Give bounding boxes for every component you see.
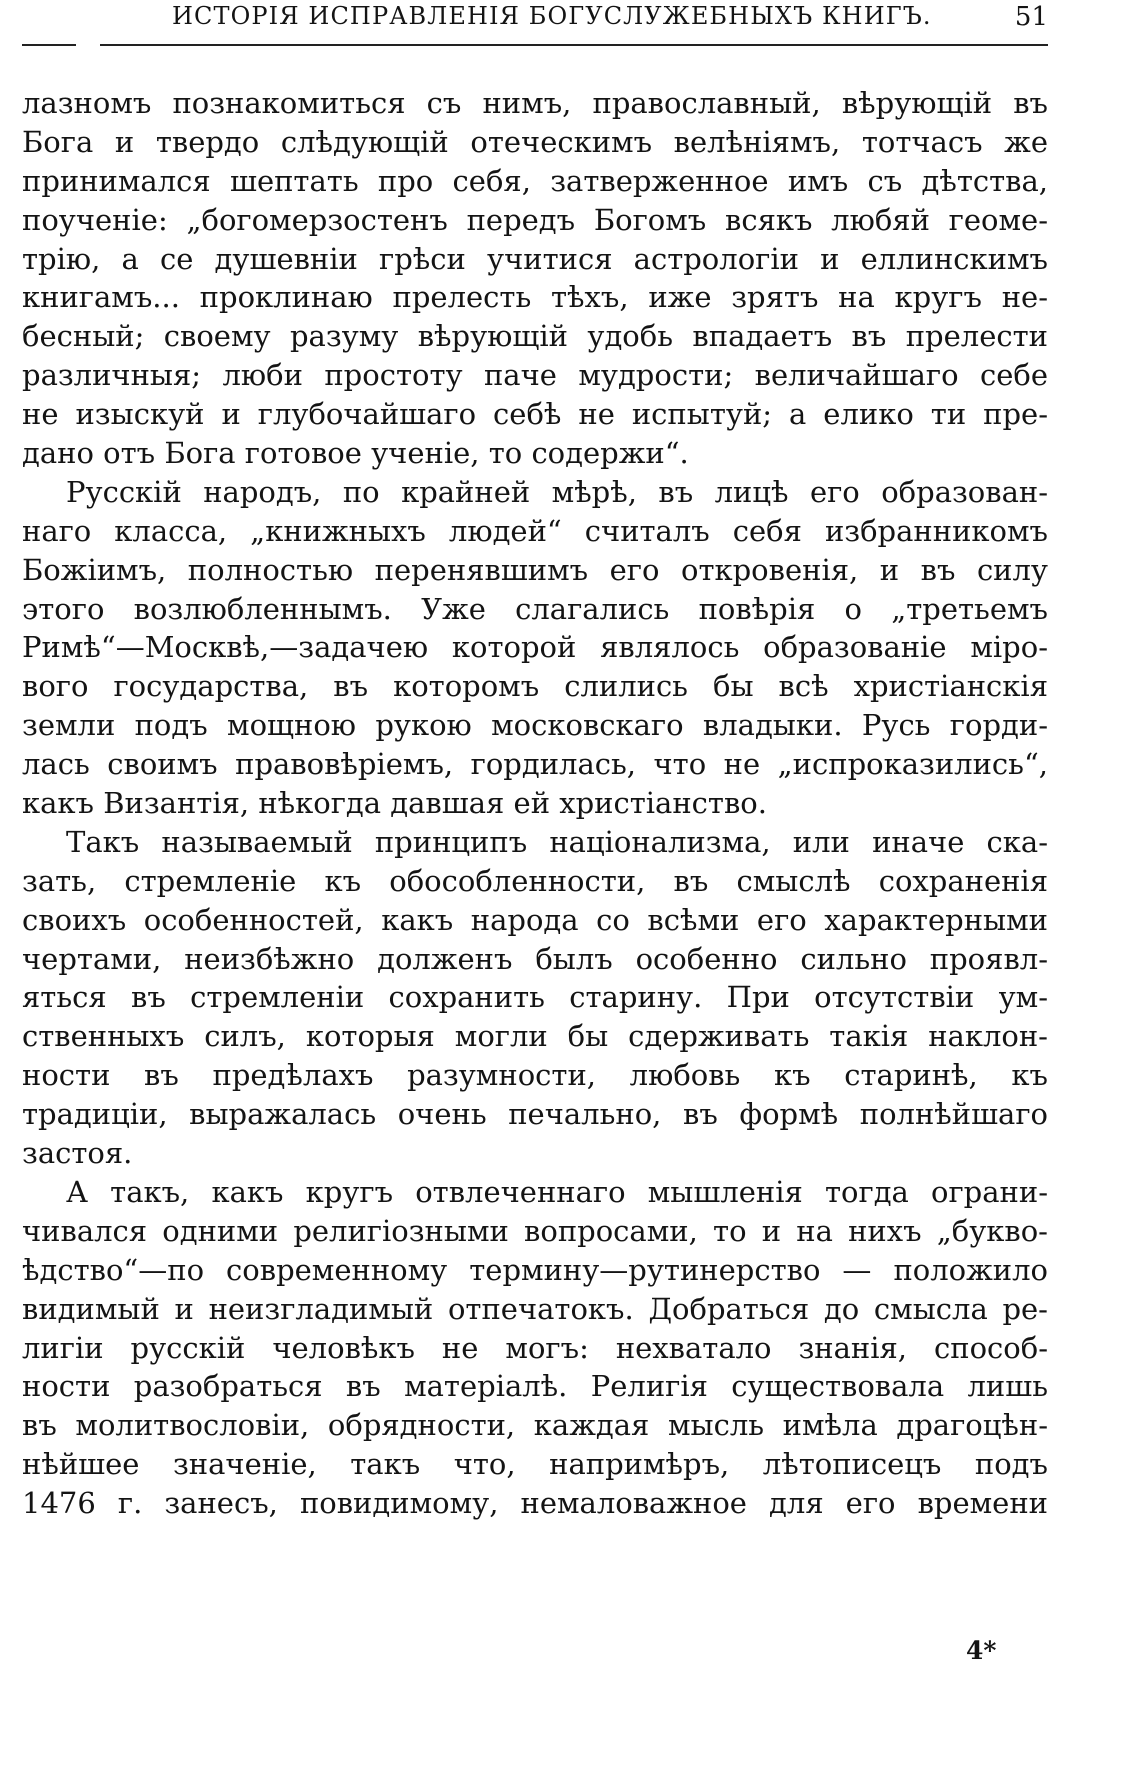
text-line: ности разобраться въ матеріалѣ. Религія существовала лишь — [22, 1369, 1048, 1404]
signature-mark: 4* — [966, 1636, 997, 1665]
text-line: ѣдство“—по современному термину—рутинерство — положило — [22, 1252, 1048, 1287]
text-line: трію, а се душевніи грѣси учитися астрологіи и еллинскимъ — [22, 241, 1048, 276]
text-line: Римѣ“—Москвѣ,—задачею которой являлось образованіе міро- — [22, 630, 1048, 665]
text-line: своихъ особенностей, какъ народа со всѣми его характерными — [22, 902, 1048, 937]
paragraph — [22, 1173, 1048, 1523]
text-line: чивался одними религіозными вопросами, то и на нихъ „букво- — [22, 1213, 1048, 1248]
text-line: яться въ стремленіи сохранить старину. При отсутствіи ум- — [22, 980, 1048, 1015]
book-page — [22, 0, 1048, 1777]
text-line: нѣйшее значеніе, такъ что, напримѣръ, лѣтописецъ подъ — [22, 1447, 1048, 1482]
page-number: 51 — [1014, 2, 1048, 32]
text-line: видимый и неизгладимый отпечатокъ. Добраться до смысла ре- — [22, 1291, 1048, 1326]
paragraph — [22, 84, 1048, 473]
header-rule-segment — [100, 44, 1048, 46]
text-line: различныя; люби простоту паче мудрости; величайшаго себе — [22, 358, 1048, 393]
text-line: лась своимъ правовѣріемъ, гордилась, что не „испроказились“, — [22, 747, 1048, 782]
text-line: Божіимъ, полностью перенявшимъ его откровенія, и въ силу — [22, 552, 1048, 587]
text-line: въ молитвословіи, обрядности, каждая мысль имѣла драгоцѣн- — [22, 1408, 1048, 1443]
text-line: 1476 г. занесъ, повидимому, немаловажное для его времени — [22, 1486, 1048, 1521]
text-line: чертами, неизбѣжно долженъ былъ особенно сильно проявл- — [22, 941, 1048, 976]
running-title: ИСТОРІЯ ИСПРАВЛЕНІЯ БОГУСЛУЖЕБНЫХЪ КНИГЪ. — [172, 2, 932, 30]
paragraph — [22, 823, 1048, 1173]
text-line: А такъ, какъ кругъ отвлеченнаго мышленія тогда ограни- — [66, 1174, 1048, 1209]
text-line: этого возлюбленнымъ. Уже слагались повѣрія о „третьемъ — [22, 591, 1048, 626]
header-rule-segment — [22, 44, 76, 46]
text-line: не изыскуй и глубочайшаго себѣ не испытуй; а елико ти пре- — [22, 397, 1048, 432]
text-line: дано отъ Бога готовое ученіе, то содержи“. — [22, 436, 689, 471]
text-line: какъ Византія, нѣкогда давшая ей христіанство. — [22, 786, 767, 821]
text-line: застоя. — [22, 1136, 133, 1171]
text-line: принимался шептать про себя, затверженное имъ съ дѣтства, — [22, 163, 1048, 198]
text-line: Русскій народъ, по крайней мѣрѣ, въ лицѣ его образован- — [66, 474, 1048, 509]
text-line: лигіи русскій человѣкъ не могъ: нехватало знанія, способ- — [22, 1330, 1048, 1365]
text-line: земли подъ мощною рукою московскаго владыки. Русь горди- — [22, 708, 1048, 743]
text-line: традиціи, выражалась очень печально, въ формѣ полнѣйшаго — [22, 1097, 1048, 1132]
text-line: поученіе: „богомерзостенъ передъ Богомъ всякъ любяй геоме- — [22, 202, 1048, 237]
text-line: зать, стремленіе къ обособленности, въ смыслѣ сохраненія — [22, 863, 1048, 898]
text-line: бесный; своему разуму вѣрующій удобь впадаетъ въ прелести — [22, 319, 1048, 354]
text-line: лазномъ познакомиться съ нимъ, православный, вѣрующій въ — [22, 86, 1048, 120]
running-head — [22, 2, 1048, 42]
text-line: ственныхъ силъ, которыя могли бы сдерживать такія наклон- — [22, 1019, 1048, 1054]
text-line: ности въ предѣлахъ разумности, любовь къ старинѣ, къ — [22, 1058, 1048, 1093]
header-rule — [22, 44, 1048, 46]
paragraph — [22, 473, 1048, 823]
text-line: наго класса, „книжныхъ людей“ считалъ себя избранникомъ — [22, 513, 1048, 548]
text-line: вого государства, въ которомъ слились бы всѣ христіанскія — [22, 669, 1048, 704]
text-line: Бога и твердо слѣдующій отеческимъ велѣніямъ, тотчасъ же — [22, 124, 1048, 159]
body-text — [22, 84, 1048, 1523]
text-line: Такъ называемый принципъ націонализма, или иначе ска- — [66, 824, 1048, 859]
text-line: книгамъ... проклинаю прелесть тѣхъ, иже зрятъ на кругъ не- — [22, 280, 1048, 315]
